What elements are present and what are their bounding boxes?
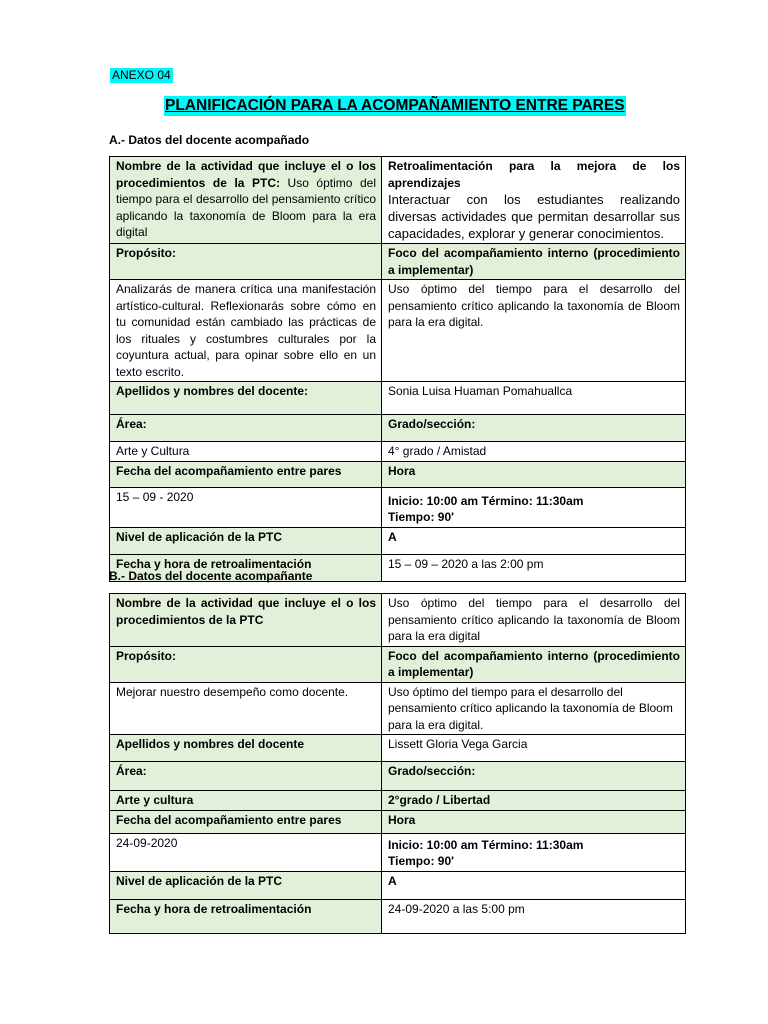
level-value: A [382, 527, 686, 554]
feedback-value: Interactuar con los estudiantes realizando diversas actividades que permitan desarrollar sus capacidades, explorar y generar conocimientos. [388, 192, 680, 241]
table-row [110, 682, 686, 735]
level-label: Nivel de aplicación de la PTC [110, 871, 382, 899]
time-label: Hora [382, 810, 686, 833]
date-value: 24-09-2020 [110, 833, 382, 871]
page-title: PLANIFICACIÓN PARA LA ACOMPAÑAMIENTO ENTRE PARES [165, 97, 625, 114]
table-row [110, 415, 686, 442]
area-value: Arte y cultura [110, 791, 382, 811]
time-label: Hora [382, 461, 686, 487]
focus-label: Foco del acompañamiento interno (procedimiento a implementar) [382, 646, 686, 682]
table-row [110, 382, 686, 415]
section-a-heading: A.- Datos del docente acompañado [109, 133, 310, 147]
activity-value: Uso óptimo del tiempo para el desarrollo del pensamiento crítico aplicando la taxonomía de Bloom para la era digital [116, 175, 377, 239]
feedback-date-value: 15 – 09 – 2020 a las 2:00 pm [382, 554, 686, 581]
table-row [110, 762, 686, 791]
table-row [110, 487, 686, 527]
area-value: Arte y Cultura [110, 442, 382, 462]
teacher-label: Apellidos y nombres del docente: [110, 382, 382, 415]
teacher-label: Apellidos y nombres del docente [110, 735, 382, 762]
grade-label: Grado/sección: [382, 415, 686, 442]
section-b-table [109, 593, 686, 934]
table-row [110, 871, 686, 899]
area-label: Área: [110, 415, 382, 442]
time-start-end: Inicio: 10:00 am Término: 11:30am [388, 837, 584, 852]
table-row [110, 810, 686, 833]
table-row [110, 244, 686, 280]
grade-value: 4° grado / Amistad [382, 442, 686, 462]
date-label: Fecha del acompañamiento entre pares [110, 810, 382, 833]
area-label: Área: [110, 762, 382, 791]
section-b-heading: B.- Datos del docente acompañante [109, 569, 313, 583]
feedback-date-label: Fecha y hora de retroalimentación [110, 899, 382, 933]
table-row [110, 735, 686, 762]
feedback-date-value: 24-09-2020 a las 5:00 pm [382, 899, 686, 933]
activity-cell [110, 157, 382, 244]
date-label: Fecha del acompañamiento entre pares [110, 461, 382, 487]
activity-label: Nombre de la actividad que incluye el o los procedimientos de la PTC [110, 594, 382, 647]
purpose-label: Propósito: [110, 646, 382, 682]
table-row [110, 157, 686, 244]
activity-label: Nombre de la actividad que incluye el o los procedimientos de la PTC: [116, 159, 376, 190]
table-row [110, 833, 686, 871]
feedback-cell [382, 157, 686, 244]
table-row [110, 899, 686, 933]
teacher-value: Sonia Luisa Huaman Pomahuallca [382, 382, 686, 415]
annex-label: ANEXO 04 [112, 68, 171, 82]
table-row [110, 442, 686, 462]
purpose-value: Analizarás de manera crítica una manifestación artístico-cultural. Reflexionarás sobre cómo en tu comunidad están cambiado las prácticas de los rituales y costumbres culturales por la coyuntura actual, para opinar sobre ello en un texto escrito. [110, 280, 382, 382]
purpose-label: Propósito: [110, 244, 382, 280]
focus-value: Uso óptimo del tiempo para el desarrollo del pensamiento crítico aplicando la taxonomía de Bloom para la era digital. [382, 682, 686, 735]
table-row [110, 791, 686, 811]
time-duration: Tiempo: 90' [388, 510, 454, 524]
time-start-end: Inicio: 10:00 am Término: 11:30am [388, 493, 584, 508]
time-value [382, 487, 686, 527]
focus-label: Foco del acompañamiento interno (procedimiento a implementar) [382, 244, 686, 280]
table-row [110, 461, 686, 487]
level-label: Nivel de aplicación de la PTC [110, 527, 382, 554]
level-value: A [382, 871, 686, 899]
teacher-value: Lissett Gloria Vega Garcia [382, 735, 686, 762]
focus-value: Uso óptimo del tiempo para el desarrollo del pensamiento crítico aplicando la taxonomía de Bloom para la era digital. [382, 280, 686, 382]
time-duration: Tiempo: 90' [388, 854, 454, 868]
time-value [382, 833, 686, 871]
table-row [110, 594, 686, 647]
activity-value: Uso óptimo del tiempo para el desarrollo del pensamiento crítico aplicando la taxonomía de Bloom para la era digital [382, 594, 686, 647]
table-row [110, 646, 686, 682]
feedback-date-label: Fecha y hora de retroalimentación [110, 554, 382, 581]
feedback-label: Retroalimentación para la mejora de los aprendizajes [388, 159, 680, 190]
table-row [110, 527, 686, 554]
purpose-value: Mejorar nuestro desempeño como docente. [110, 682, 382, 735]
grade-value: 2°grado / Libertad [382, 791, 686, 811]
section-a-table [109, 156, 686, 582]
date-value: 15 – 09 - 2020 [110, 487, 382, 527]
grade-label: Grado/sección: [382, 762, 686, 791]
table-row [110, 280, 686, 382]
